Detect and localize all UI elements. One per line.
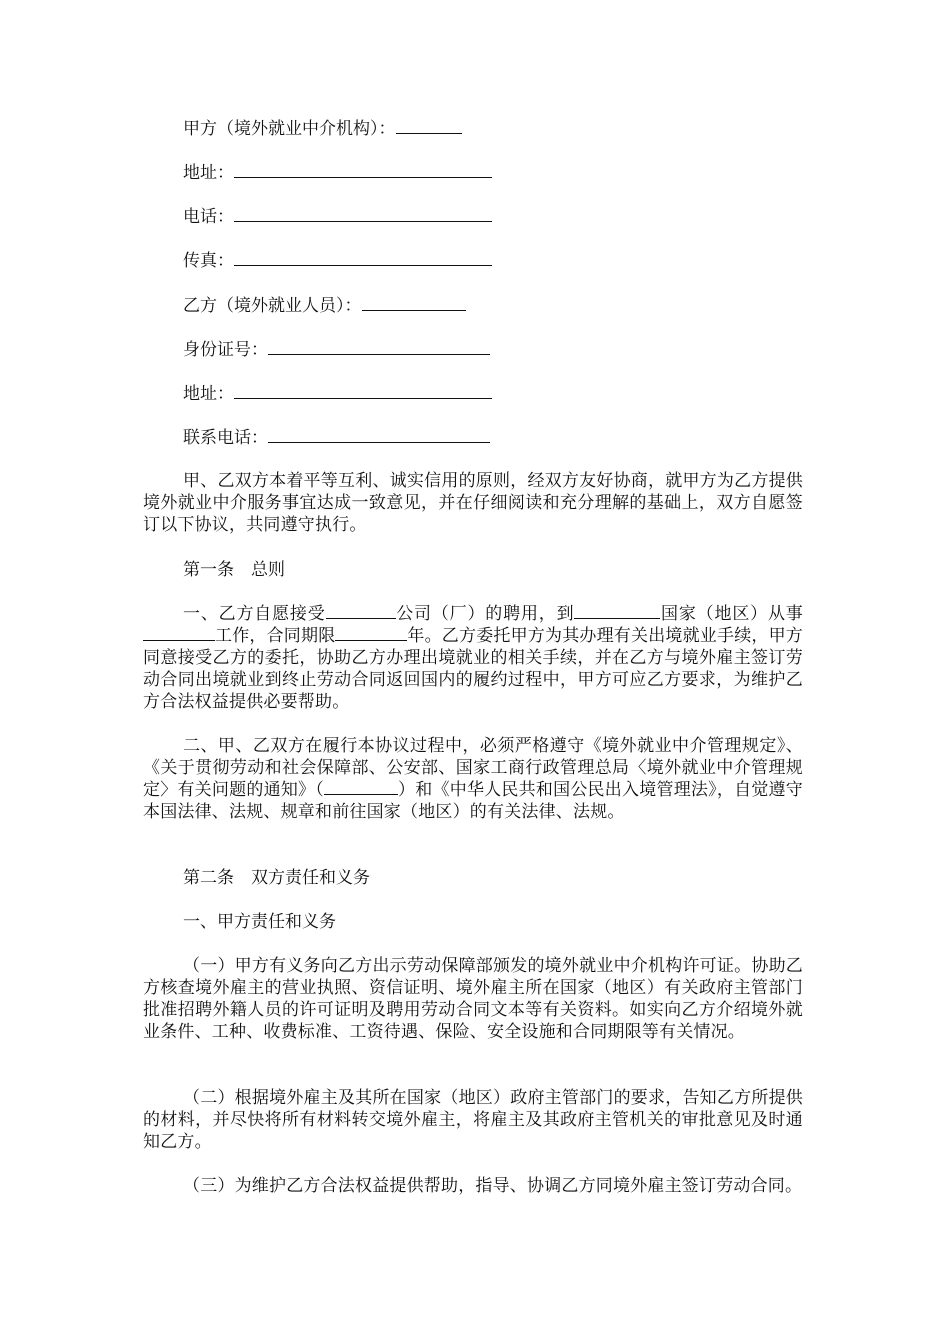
- party-a-address-field: [183, 161, 492, 185]
- party-a-phone-field: [183, 205, 492, 229]
- intro-paragraph: 甲、乙双方本着平等互利、诚实信用的原则，经双方友好协商，就甲方为乙方提供境外就业中介服务事宜达成一致意见，并在仔细阅读和充分理解的基础上，双方自愿签订以下协议，共同遵守执行。: [143, 471, 803, 535]
- party-a-name-field: [183, 117, 462, 141]
- field-label: 电话：: [183, 207, 234, 227]
- blank-line[interactable]: [268, 426, 490, 443]
- clause-text: 二、甲、乙双方在履行本协议过程中，必须严格遵守《境外就业中介管理规定》、《关于贯彻劳动和社会保障部、公安部、国家工商行政管理总局〈境外就业中介管理规定〉有关问题的通知》（: [143, 736, 803, 800]
- blank-line[interactable]: [396, 117, 462, 134]
- blank-line[interactable]: [234, 205, 492, 222]
- party-b-name-field: [183, 294, 466, 318]
- article-2-item-1: （一）甲方有义务向乙方出示劳动保障部颁发的境外就业中介机构许可证。协助乙方核查境外雇主的营业执照、资信证明、境外雇主所在国家（地区）有关政府主管部门批准招聘外籍人员的许可证明及聘用劳动合同文本等有关资料。如实向乙方介绍境外就业条件、工种、收费标准、工资待遇、保险、安全设施和合同期限等有关情况。: [143, 956, 803, 1042]
- article-1-title: 第一条 总则: [183, 560, 285, 580]
- party-b-contact-phone-field: [183, 426, 490, 450]
- blank-line[interactable]: [268, 338, 490, 355]
- blank-line[interactable]: [234, 161, 492, 178]
- blank-line[interactable]: [326, 603, 396, 619]
- field-label: 联系电话：: [183, 428, 268, 448]
- party-b-id-field: [183, 338, 490, 362]
- party-b-address-field: [183, 382, 492, 406]
- field-label: 传真：: [183, 251, 234, 271]
- blank-line[interactable]: [234, 249, 492, 266]
- article-1-clause-2: [143, 735, 803, 823]
- blank-line[interactable]: [335, 625, 407, 641]
- clause-text: 年。乙方委托甲方为其办理有关出境就业手续，甲方同意接受乙方的委托，协助乙方办理出境就业的相关手续，并在乙方与境外雇主签订劳动合同出境就业到终止劳动合同返回国内的履约过程中，甲方可应乙方要求，为维护乙方合法权益提供必要帮助。: [143, 626, 804, 712]
- field-label: 甲方（境外就业中介机构）：: [183, 119, 396, 139]
- article-2-item-3: （三）为维护乙方合法权益提供帮助，指导、协调乙方同境外雇主签订劳动合同。: [183, 1176, 803, 1196]
- clause-text: 工作，合同期限: [215, 626, 336, 646]
- blank-line[interactable]: [574, 603, 660, 619]
- blank-line[interactable]: [362, 294, 466, 311]
- clause-text: ）和《中华人民共和国公民出入境管理法》，自觉遵守本国法律、法规、规章和前往国家（地区）的有关法律、法规。: [143, 780, 803, 822]
- blank-line[interactable]: [324, 779, 398, 795]
- article-2-item-2: （二）根据境外雇主及其所在国家（地区）政府主管部门的要求，告知乙方所提供的材料，并尽快将所有材料转交境外雇主，将雇主及其政府主管机关的审批意见及时通知乙方。: [143, 1088, 803, 1152]
- article-2-title: 第二条 双方责任和义务: [183, 868, 370, 888]
- blank-line[interactable]: [143, 625, 215, 641]
- article-2-subtitle: 一、甲方责任和义务: [183, 912, 336, 932]
- clause-text: 一、乙方自愿接受: [183, 604, 326, 624]
- field-label: 乙方（境外就业人员）：: [183, 296, 362, 316]
- field-label: 地址：: [183, 163, 234, 183]
- field-label: 地址：: [183, 384, 234, 404]
- clause-text: 国家（地区）从事: [660, 604, 803, 624]
- party-a-fax-field: [183, 249, 492, 273]
- field-label: 身份证号：: [183, 340, 268, 360]
- clause-text: 公司（厂）的聘用，到: [395, 604, 575, 624]
- article-1-clause-1: [143, 603, 803, 713]
- blank-line[interactable]: [234, 382, 492, 399]
